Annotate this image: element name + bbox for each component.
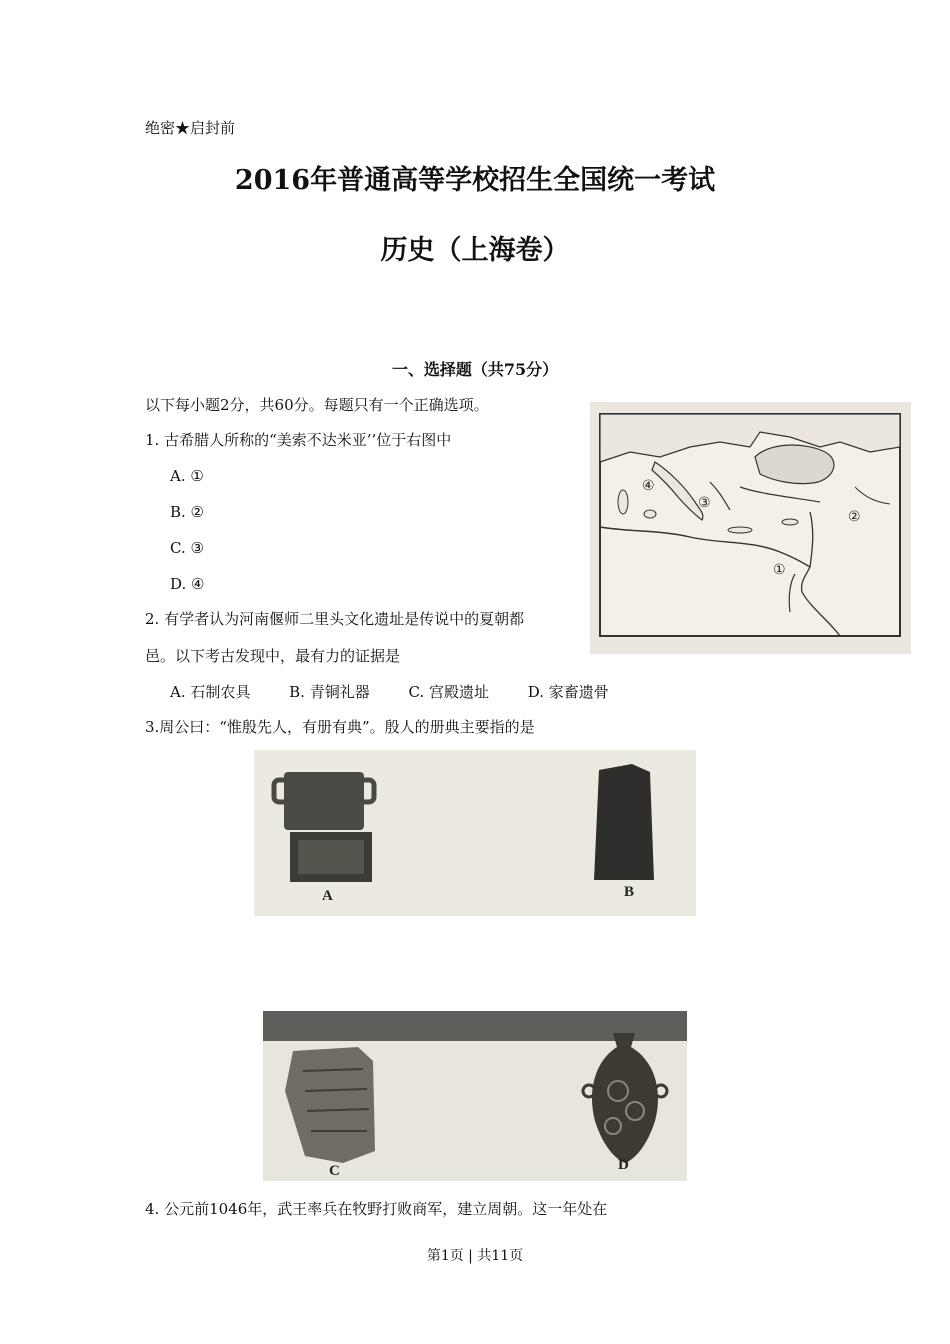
artifact-label-a: A [322, 888, 333, 904]
map-marker-4: ④ [642, 478, 655, 494]
question-1-option-b: B. ② [170, 503, 205, 521]
artifact-label-c: C [329, 1163, 340, 1179]
question-2-option-b: B. 青铜礼器 [289, 683, 370, 701]
artifact-photo-cd-drawing [263, 1011, 687, 1181]
question-2-stem-line1: 2. 有学者认为河南偃师二里头文化遗址是传说中的夏朝都 [145, 610, 525, 628]
section-heading: 一、选择题（共75分） [391, 360, 559, 379]
artifact-label-b: B [624, 884, 635, 900]
map-drawing [590, 402, 911, 654]
artifact-photo-cd [263, 1011, 687, 1181]
artifact-label-d: D [618, 1157, 629, 1173]
artifact-photo-ab [254, 750, 696, 916]
map-marker-3: ③ [698, 495, 711, 511]
exam-subtitle: 历史（上海卷） [380, 235, 570, 266]
question-4-stem: 4. 公元前1046年，武王率兵在牧野打败商军，建立周朝。这一年处在 [145, 1200, 608, 1218]
question-1-stem: 1. 古希腊人所称的“美索不达米亚’’位于右图中 [145, 431, 452, 449]
question-2-option-c: C. 宫殿遗址 [408, 683, 489, 701]
question-3-stem: 3.周公曰：“惟殷先人，有册有典”。殷人的册典主要指的是 [145, 718, 535, 736]
question-2-option-a: A. 石制农具 [170, 683, 251, 701]
question-2-stem-line2: 邑。以下考古发现中，最有力的证据是 [145, 647, 401, 665]
section-instruction: 以下每小题2分，共60分。每题只有一个正确选项。 [145, 396, 489, 414]
exam-title: 2016年普通高等学校招生全国统一考试 [234, 165, 716, 196]
page-footer: 第1页 | 共11页 [426, 1248, 524, 1264]
map-marker-1: ① [773, 562, 786, 578]
question-2-option-d: D. 家畜遗骨 [527, 683, 609, 701]
question-1-option-d: D. ④ [170, 575, 205, 593]
map-marker-2: ② [848, 509, 861, 525]
confidential-mark: 绝密★启封前 [145, 119, 236, 137]
mediterranean-map [590, 402, 911, 654]
question-1-option-a: A. ① [170, 467, 204, 485]
question-1-option-c: C. ③ [170, 539, 204, 557]
